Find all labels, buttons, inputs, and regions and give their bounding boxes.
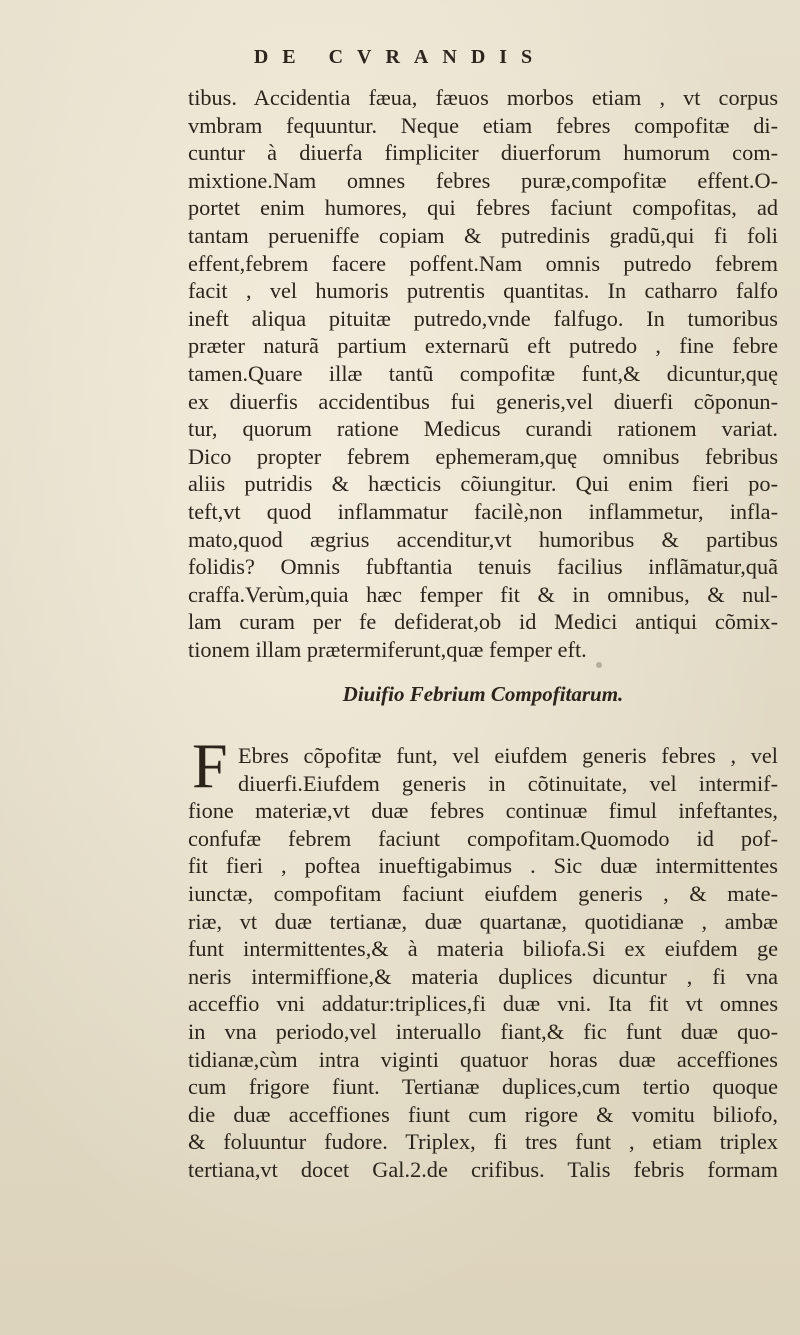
text-line: facit , vel humoris putrentis quantitas. In catharro falfo [188, 278, 778, 304]
text-line: folidis? Omnis fubftantia tenuis facilius inflãmatur,quã [188, 554, 778, 580]
text-line: tamen.Quare illæ tantũ compofitæ funt,& dicuntur,quę [188, 360, 778, 386]
text-line: tibus. Accidentia fæua, fæuos morbos etiam , vt corpus [188, 85, 778, 110]
text-line: teft,vt quod inflammatur facilè,non inflammetur, infla- [188, 498, 778, 524]
text-line: Dico propter febrem ephemeram,quę omnibus febribus [188, 443, 778, 469]
drop-initial: F [192, 730, 228, 801]
paragraph-2 [188, 742, 778, 1184]
text-line: acceffio vni addatur:triplices,fi duæ vni. Ita fit vt omnes [188, 991, 778, 1017]
text-line: fione materiæ,vt duæ febres continuæ fimul infeftantes, [188, 798, 778, 824]
text-line: mixtione.Nam omnes febres puræ,compofitæ effent.O- [188, 167, 778, 193]
text-line: cum frigore fiunt. Tertianæ duplices,cum tertio quoque [188, 1074, 778, 1100]
text-line: in vna periodo,vel interuallo fiant,& fic funt duæ quo- [188, 1018, 778, 1044]
text-line: cuntur à diuerfa fimpliciter diuerforum humorum com- [188, 140, 778, 166]
text-line: portet enim humores, qui febres faciunt compofitas, ad [188, 195, 778, 221]
text-line: & foluuntur fudore. Triplex, fi tres funt , etiam triplex [188, 1129, 778, 1155]
text-line: ex diuerfis accidentibus fui generis,vel diuerfi cõponun- [188, 388, 778, 414]
text-line: tertiana,vt docet Gal.2.de crifibus. Talis febris formam [188, 1156, 778, 1182]
text-line: mato,quod ægrius accenditur,vt humoribus & partibus [188, 526, 778, 552]
text-line: confufæ febrem faciunt compofitam.Quomodo id pof- [188, 825, 778, 851]
text-line: tionem illam prætermiferunt,quæ femper eft. [188, 636, 587, 662]
text-line: præter naturã partium externarũ eft putredo , fine febre [188, 333, 778, 359]
text-line: neris intermiffione,& materia duplices dicuntur , fi vna [188, 963, 778, 989]
text-line: aliis putridis & hæcticis cõiungitur. Qui enim fieri po- [188, 471, 778, 497]
text-line: fit fieri , poftea inueftigabimus . Sic duæ intermittentes [188, 853, 778, 879]
text-line: die duæ acceffiones fiunt cum rigore & vomitu biliofo, [188, 1101, 778, 1127]
text-line: riæ, vt duæ tertianæ, duæ quartanæ, quotidianæ , ambæ [188, 908, 778, 934]
paragraph-1 [188, 84, 778, 663]
text-line: funt intermittentes,& à materia biliofa.Si ex eiufdem ge [188, 936, 778, 962]
ink-speck [596, 662, 602, 668]
text-line: tidianæ,cùm intra viginti quatuor horas duæ acceffiones [188, 1046, 778, 1072]
text-line: ineft aliqua pituitæ putredo,vnde falfugo. In tumoribus [188, 305, 778, 331]
text-line: vmbram fequuntur. Neque etiam febres compofitæ di- [188, 112, 778, 138]
running-head: DE CVRANDIS [253, 46, 547, 68]
text-line: tantam perueniffe copiam & putredinis gradũ,qui fi foli [188, 222, 778, 248]
text-line: effent,febrem facere poffent.Nam omnis putredo febrem [188, 250, 778, 276]
text-line: lam curam per fe defiderat,ob id Medici antiqui cõmix- [188, 609, 778, 635]
text-line: craffa.Verùm,quia hæc femper fit & in omnibus, & nul- [188, 581, 778, 607]
text-line: iunctæ, compofitam faciunt eiufdem generis , & mate- [188, 880, 778, 906]
text-line: tur, quorum ratione Medicus curandi rationem variat. [188, 416, 778, 442]
text-line: diuerfi.Eiufdem generis in cõtinuitate, vel intermif- [238, 770, 778, 796]
text-line: Ebres cõpofitæ funt, vel eiufdem generis febres , vel [238, 743, 778, 768]
section-heading: Diuifio Febrium Compofitarum. [342, 682, 624, 706]
